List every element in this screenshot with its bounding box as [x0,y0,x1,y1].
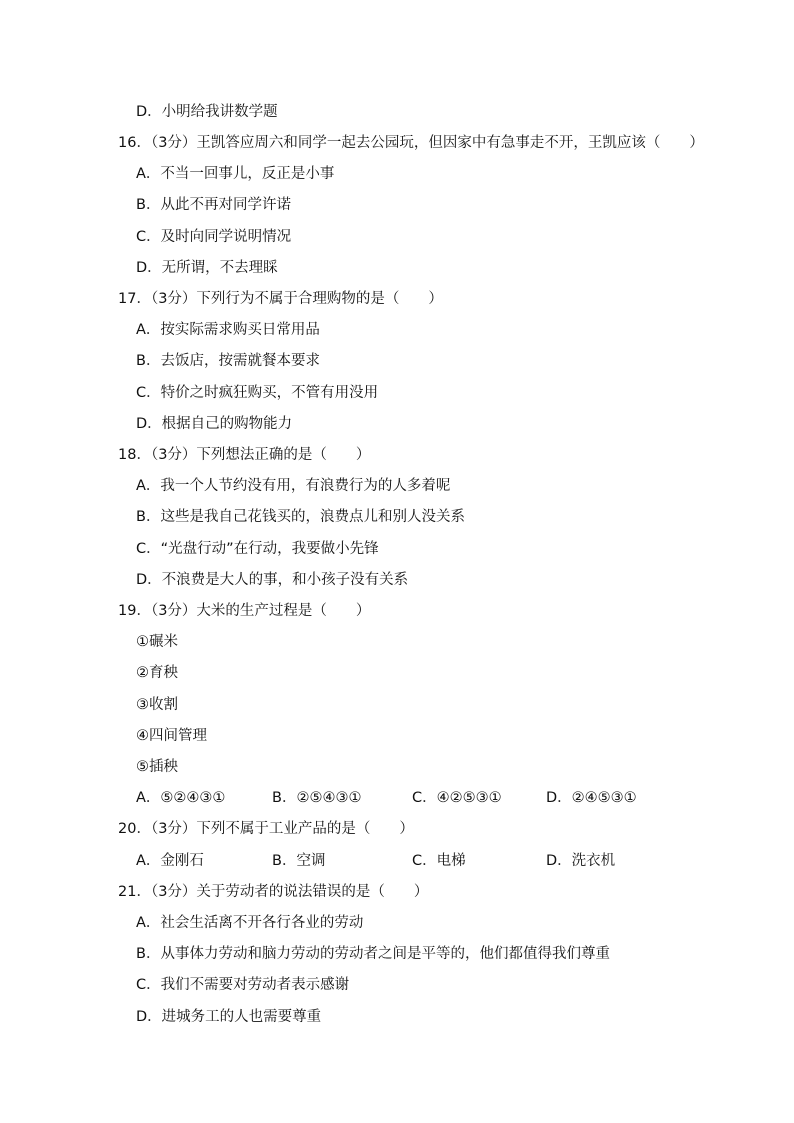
q20-option-d: D．洗衣机 [546,853,616,869]
q18-option-c: C．“光盘行动”在行动，我要做小先锋 [136,541,379,557]
q18-option-b: B．这些是我自己花钱买的，浪费点儿和别人没关系 [136,509,465,525]
q19-option-b: B．②⑤④③① [272,790,362,806]
q17-option-b: B．去饭店，按需就餐本要求 [136,353,320,369]
q16-option-b: B．从此不再对同学许诺 [136,197,291,213]
q17-option-d: D．根据自己的购物能力 [136,416,293,432]
q20-option-c: C．电梯 [412,853,466,869]
q16-option-a: A．不当一回事儿，反正是小事 [136,166,335,182]
q21-option-a: A．社会生活离不开各行各业的劳动 [136,915,364,931]
q19-stem: 19．（3分）大米的生产过程是（ ） [118,603,371,619]
q18-stem: 18．（3分）下列想法正确的是（ ） [118,447,371,463]
q15-option-d: D．小明给我讲数学题 [136,104,278,120]
q21-option-d: D．进城务工的人也需要尊重 [136,1009,322,1025]
q19-step-4: ④四间管理 [136,728,207,744]
q19-step-5: ⑤插秧 [136,759,178,775]
q16-option-c: C．及时向同学说明情况 [136,229,292,245]
q19-option-a: A．⑤②④③① [136,790,226,806]
q21-stem: 21．（3分）关于劳动者的说法错误的是（ ） [118,884,429,900]
q20-option-a: A．金刚石 [136,853,204,869]
q20-option-b: B．空调 [272,853,326,869]
q16-option-d: D．无所谓，不去理睬 [136,260,278,276]
q19-step-2: ②育秧 [136,665,178,681]
q17-option-a: A．按实际需求购买日常用品 [136,322,320,338]
q19-option-d: D．②④⑤③① [546,790,637,806]
q19-step-3: ③收割 [136,697,178,713]
q21-option-c: C．我们不需要对劳动者表示感谢 [136,977,350,993]
q17-option-c: C．特价之时疯狂购买，不管有用没用 [136,385,379,401]
q19-option-c: C．④②⑤③① [412,790,502,806]
q18-option-a: A．我一个人节约没有用，有浪费行为的人多着呢 [136,478,451,494]
q20-stem: 20．（3分）下列不属于工业产品的是（ ） [118,821,414,837]
q19-step-1: ①碾米 [136,634,178,650]
q17-stem: 17．（3分）下列行为不属于合理购物的是（ ） [118,291,443,307]
q16-stem: 16．（3分）王凯答应周六和同学一起去公园玩，但因家中有急事走不开，王凯应该（ ） [118,135,704,151]
q21-option-b: B．从事体力劳动和脑力劳动的劳动者之间是平等的，他们都值得我们尊重 [136,946,610,962]
q18-option-d: D．不浪费是大人的事，和小孩子没有关系 [136,572,409,588]
